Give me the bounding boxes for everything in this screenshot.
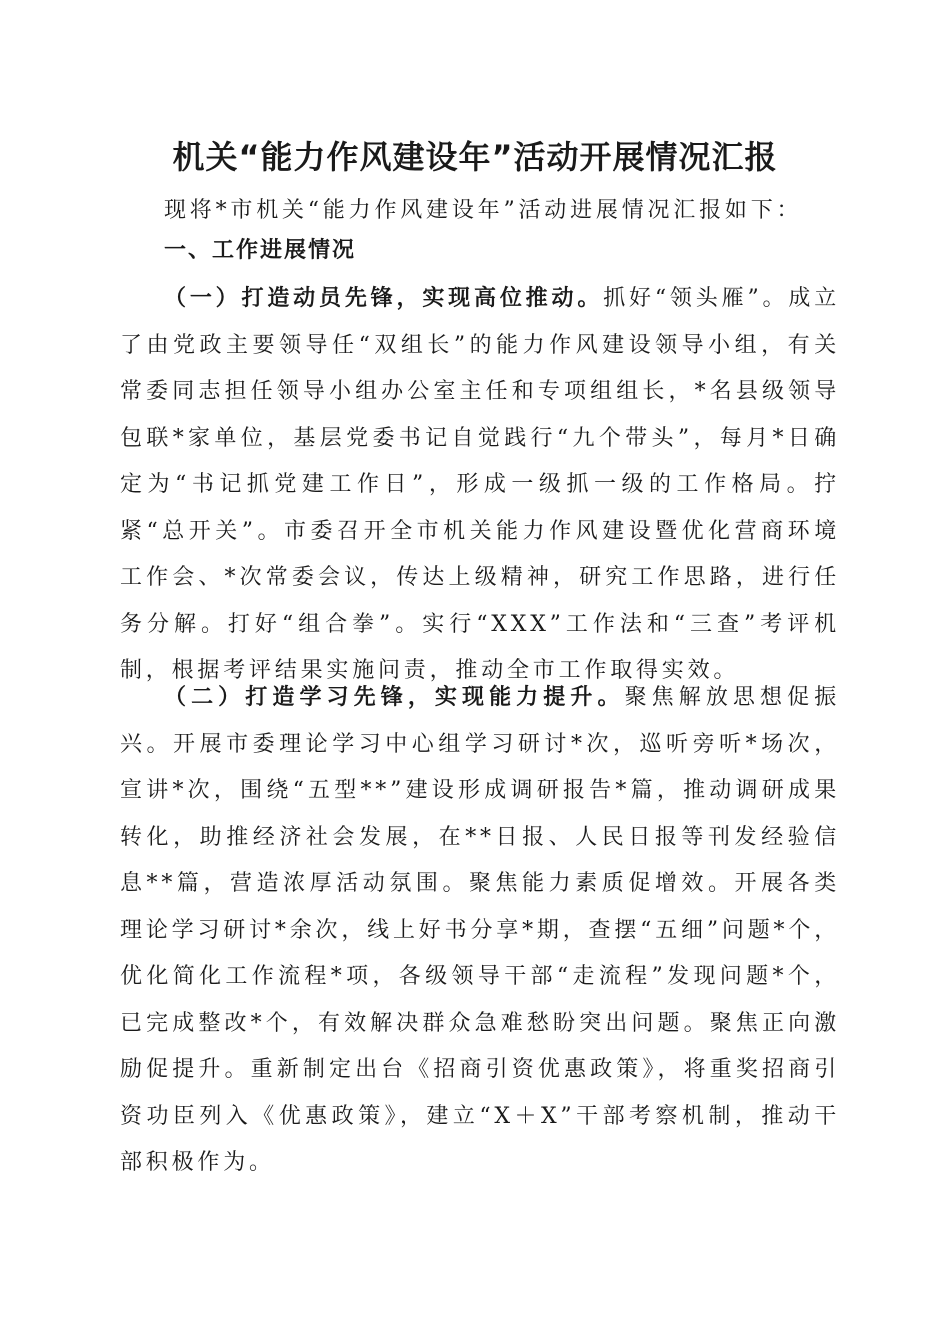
paragraph-1-lead: （一）打造动员先锋，实现高位推动。 — [164, 286, 604, 311]
section-heading: 一、工作进展情况 — [164, 238, 357, 263]
document-title: 机关“能力作风建设年”活动开展情况汇报 — [172, 138, 778, 176]
paragraph-2-lead: （二）打造学习先锋，实现能力提升。 — [164, 685, 625, 710]
paragraph-1-text: 抓好“领头雁”。成立了由党政主要领导任“双组长”的能力作风建设领导小组，有关常委同志担任领导小组办公室主任和专项组组长，*名县级领导包联*家单位，基层党委书记自觉践行“九个带头”，每月*日确定为“书记抓党建工作日”，形成一级抓一级的工作格局。拧紧“总开关”。市委召开全市机关能力作风建设暨优化营商环境工作会、*次常委会议，传达上级精神，研究工作思路，进行任务分解。打好“组合拳”。实行“XXX”工作法和“三查”考评机制，根据考评结果实施问责，推动全市工作取得实效。 — [120, 286, 840, 683]
intro-paragraph: 现将*市机关“能力作风建设年”活动进展情况汇报如下： — [164, 198, 803, 223]
paragraph-2 — [120, 675, 840, 1187]
paragraph-1 — [120, 276, 840, 695]
paragraph-2-text: 聚焦解放思想促振兴。开展市委理论学习中心组学习研讨*次，巡听旁听*场次，宣讲*次，围绕“五型**”建设形成调研报告*篇，推动调研成果转化，助推经济社会发展，在**日报、人民日报等刊发经验信息**篇，营造浓厚活动氛围。聚焦能力素质促增效。开展各类理论学习研讨*余次，线上好书分享*期，查摆“五细”问题*个，优化简化工作流程*项，各级领导干部“走流程”发现问题*个，已完成整改*个，有效解决群众急难愁盼突出问题。聚焦正向激励促提升。重新制定出台《招商引资优惠政策》，将重奖招商引资功臣列入《优惠政策》，建立“X＋X”干部考察机制，推动干部积极作为。 — [120, 685, 841, 1175]
